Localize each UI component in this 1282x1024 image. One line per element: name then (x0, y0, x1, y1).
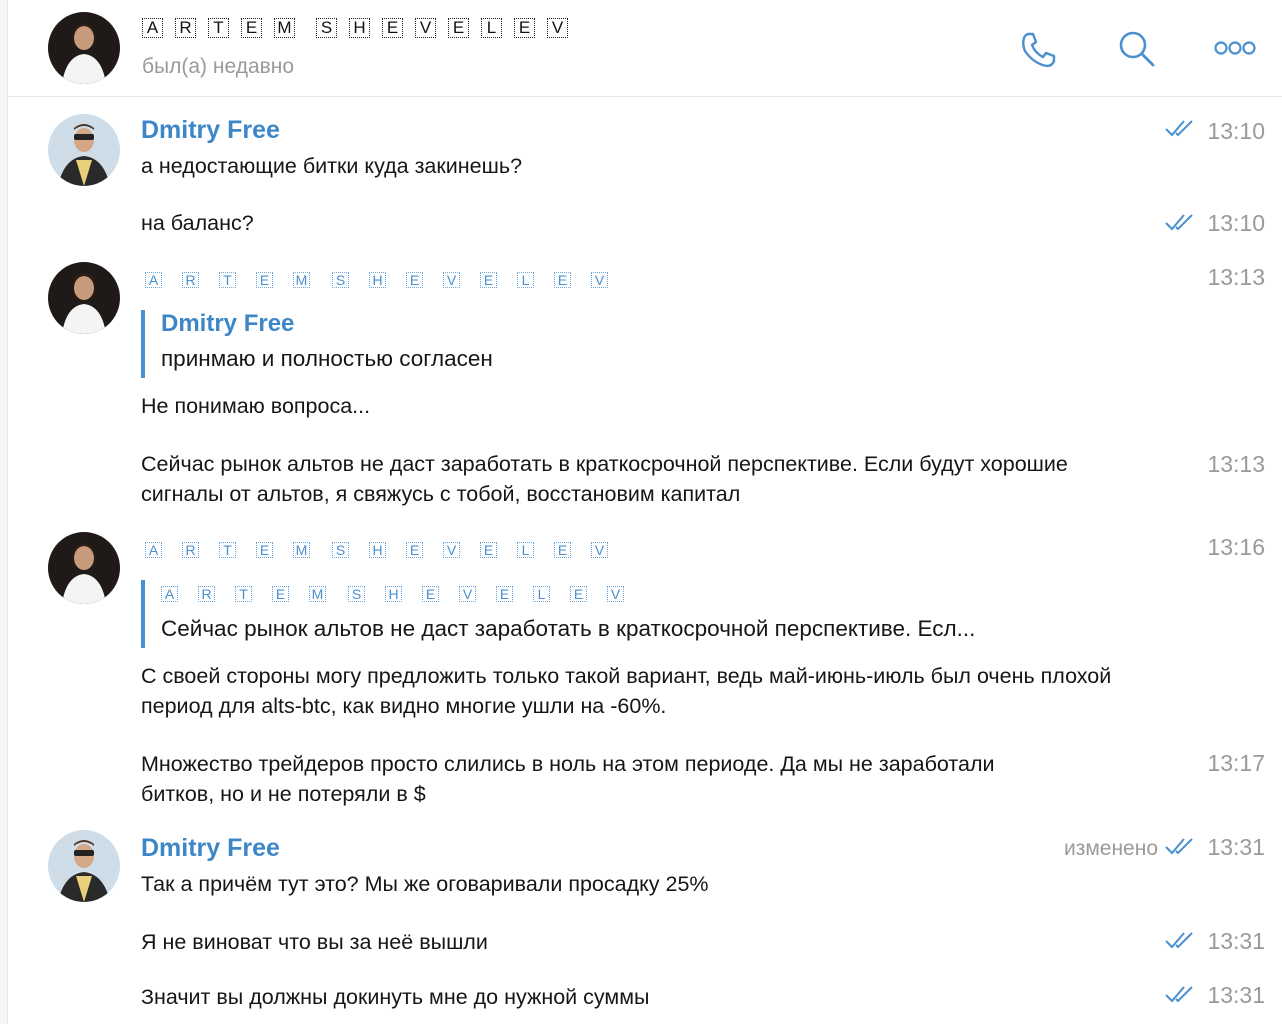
reply-text: Сейчас рынок альтов не даст заработать в краткосрочной перспективе. Есл... (161, 616, 976, 641)
name-letter: V (459, 586, 476, 602)
name-letter: E (496, 586, 513, 602)
message-time: 13:10 (1207, 210, 1265, 236)
reply-author: Dmitry Free (161, 310, 295, 337)
sidebar-edge (0, 0, 8, 1024)
message-group (8, 828, 1282, 1024)
message-text[interactable]: а недостающие битки куда закинешь? (141, 154, 523, 178)
name-letter: T (235, 586, 252, 602)
reply-author (161, 586, 644, 602)
message-text[interactable]: Значит вы должны докинуть мне до нужной суммы (141, 985, 650, 1009)
message-time: 13:16 (1207, 534, 1265, 560)
name-letter: T (219, 272, 236, 288)
message-time: 13:31 (1207, 834, 1265, 860)
search-icon[interactable] (1116, 28, 1158, 75)
more-icon[interactable] (1213, 38, 1257, 63)
message-group (8, 110, 1282, 250)
message-time: 13:31 (1207, 982, 1265, 1008)
message-time: 13:31 (1207, 928, 1265, 954)
avatar[interactable] (48, 12, 120, 84)
message-author[interactable]: Dmitry Free (141, 834, 280, 862)
name-letter: R (198, 586, 215, 602)
name-letter: S (332, 542, 349, 558)
name-letter: A (142, 18, 163, 38)
name-letter: A (145, 272, 162, 288)
name-letter: S (316, 18, 337, 38)
name-letter: R (175, 18, 196, 38)
name-letter: H (369, 272, 386, 288)
name-letter: T (208, 18, 229, 38)
name-letter: S (348, 586, 365, 602)
name-letter: R (182, 542, 199, 558)
name-letter: E (272, 586, 289, 602)
name-letter: E (256, 272, 273, 288)
name-letter: E (554, 542, 571, 558)
name-letter: M (309, 586, 326, 602)
message-group (8, 532, 1282, 812)
name-letter: A (145, 542, 162, 558)
name-letter: V (415, 18, 436, 38)
message-time: 13:17 (1207, 750, 1265, 776)
message-time: 13:10 (1207, 118, 1265, 144)
read-check-icon (1164, 118, 1196, 143)
name-letter: A (161, 586, 178, 602)
message-time: 13:13 (1207, 451, 1265, 477)
name-letter: V (591, 542, 608, 558)
phone-icon[interactable] (1016, 28, 1060, 77)
name-letter (307, 18, 316, 38)
name-letter: V (547, 18, 568, 38)
contact-name[interactable] (142, 18, 580, 38)
name-letter: E (256, 542, 273, 558)
reply-quote[interactable] (141, 580, 1167, 648)
message-text[interactable]: на баланс? (141, 211, 254, 235)
message-author[interactable] (145, 272, 628, 288)
message-text[interactable]: Не понимаю вопроса... (141, 394, 371, 418)
name-letter: T (219, 542, 236, 558)
name-letter: M (293, 542, 310, 558)
name-letter: M (274, 18, 295, 38)
name-letter: E (480, 272, 497, 288)
name-letter: E (406, 542, 423, 558)
reply-text: принмаю и полностью согласен (161, 346, 493, 371)
name-letter: E (570, 586, 587, 602)
message-text[interactable]: С своей стороны могу предложить только такой вариант, ведь май-июнь-июль был очень плохой период для alts-btc, как видно многие ушли на -60%. (141, 664, 1112, 718)
name-letter: L (517, 272, 534, 288)
message-text[interactable]: Сейчас рынок альтов не даст заработать в краткосрочной перспективе. Если будут хорошие сигналы от альтов, я свяжусь с тобой, восстановим капитал (141, 452, 1068, 506)
name-letter: H (369, 542, 386, 558)
chat-header (8, 0, 1282, 97)
message-group (8, 262, 1282, 512)
name-letter: V (607, 586, 624, 602)
read-check-icon (1164, 984, 1196, 1009)
name-letter: L (517, 542, 534, 558)
name-letter: E (448, 18, 469, 38)
message-author[interactable]: Dmitry Free (141, 116, 280, 144)
avatar[interactable] (48, 262, 120, 334)
name-letter: E (480, 542, 497, 558)
name-letter: E (554, 272, 571, 288)
reply-quote[interactable] (141, 310, 1167, 378)
name-letter: E (382, 18, 403, 38)
name-letter: E (514, 18, 535, 38)
name-letter: V (591, 272, 608, 288)
contact-status: был(а) недавно (142, 55, 295, 78)
name-letter: V (443, 272, 460, 288)
message-text[interactable]: Я не виноват что вы за неё вышли (141, 930, 488, 954)
edited-label: изменено (1063, 837, 1158, 860)
avatar[interactable] (48, 532, 120, 604)
message-author[interactable] (145, 542, 628, 558)
avatar[interactable] (48, 114, 120, 186)
name-letter: L (481, 18, 502, 38)
name-letter: R (182, 272, 199, 288)
name-letter: E (406, 272, 423, 288)
name-letter: M (293, 272, 310, 288)
message-time: 13:13 (1207, 264, 1265, 290)
read-check-icon (1164, 836, 1196, 861)
name-letter: V (443, 542, 460, 558)
read-check-icon (1164, 212, 1196, 237)
avatar[interactable] (48, 830, 120, 902)
name-letter: H (385, 586, 402, 602)
message-text[interactable]: Так а причём тут это? Мы же оговаривали просадку 25% (141, 872, 709, 896)
read-check-icon (1164, 930, 1196, 955)
name-letter: S (332, 272, 349, 288)
name-letter: L (533, 586, 550, 602)
name-letter: H (349, 18, 370, 38)
name-letter: E (241, 18, 262, 38)
name-letter: E (422, 586, 439, 602)
message-text[interactable]: Множество трейдеров просто слились в ноль на этом периоде. Да мы не заработали битков, но и не потеряли в $ (141, 752, 995, 806)
